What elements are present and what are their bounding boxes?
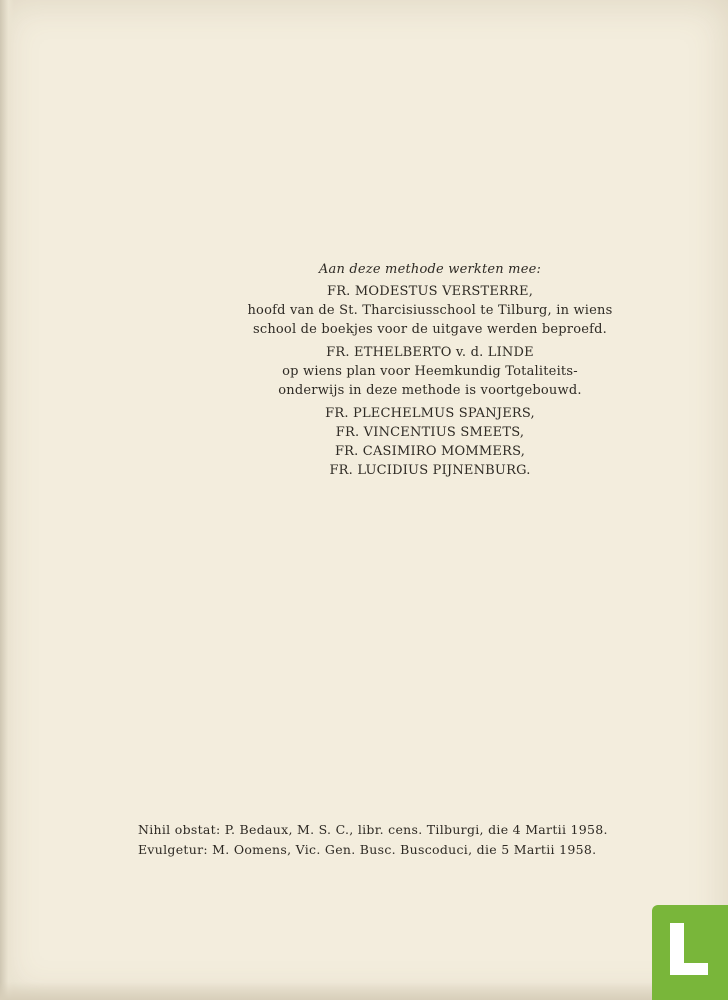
credits-intro: Aan deze methode werkten mee: <box>318 262 542 277</box>
contributor-name: FR. ETHELBERTO v. d. LINDE <box>326 345 534 360</box>
contributor-name: FR. PLECHELMUS SPANJERS, <box>325 406 535 421</box>
l-logo-icon <box>666 919 712 979</box>
contributor-role-line: hoofd van de St. Tharcisiusschool te Tilburg, in wiens <box>247 303 613 318</box>
contributor-name: FR. CASIMIRO MOMMERS, <box>334 444 526 459</box>
contributor-role-line: op wiens plan voor Heemkundig Totaliteits- <box>282 364 578 379</box>
contributor-name: FR. MODESTUS VERSTERRE, <box>326 284 534 299</box>
contributor-name: FR. LUCIDIUS PIJNENBURG. <box>329 463 531 478</box>
contributor-role-line: onderwijs in deze methode is voortgebouwd. <box>278 383 582 398</box>
page-bottom-edge <box>0 982 728 1000</box>
contributor-2 <box>150 343 710 400</box>
other-contributors <box>150 404 710 480</box>
imprimatur-block <box>138 820 698 860</box>
nihil-obstat-line: Nihil obstat: P. Bedaux, M. S. C., libr. cens. Tilburgi, die 4 Martii 1958. <box>138 822 608 837</box>
contributor-1 <box>150 282 710 339</box>
evulgetur-line: Evulgetur: M. Oomens, Vic. Gen. Busc. Buscoduci, die 5 Martii 1958. <box>138 842 597 857</box>
contributor-name: FR. VINCENTIUS SMEETS, <box>335 425 525 440</box>
contributor-role-line: school de boekjes voor de uitgave werden beproefd. <box>252 322 608 337</box>
corner-watermark <box>652 905 728 1000</box>
page-binding-edge <box>0 0 14 1000</box>
credits-block <box>150 260 710 484</box>
